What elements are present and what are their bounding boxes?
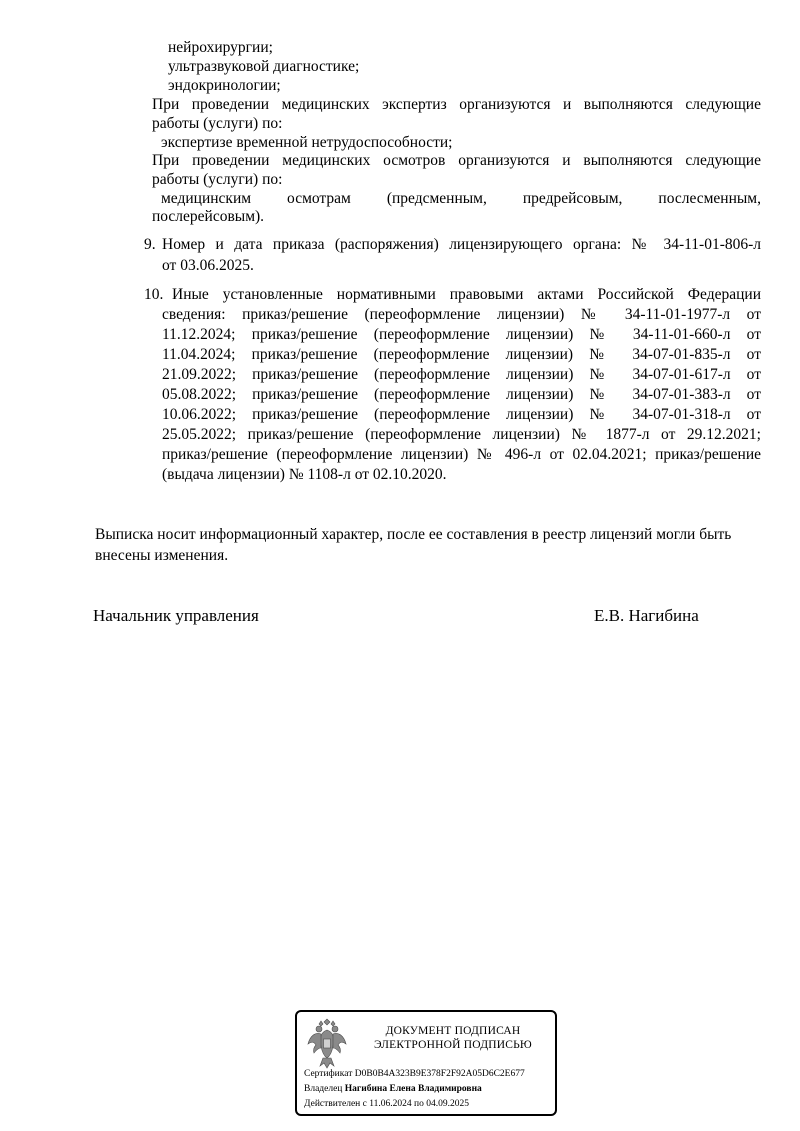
- section-10-line: Иные установленные нормативными правовыми актами Российской Федерации: [172, 286, 761, 303]
- expertise-intro-cont: работы (услуги) по:: [152, 115, 283, 132]
- stamp-validity: Действителен с 11.06.2024 по 04.09.2025: [304, 1099, 469, 1109]
- section-9-text: Номер и дата приказа (распоряжения) лицензирующего органа: № 34-11-01-806-л: [162, 236, 761, 253]
- section-10-line: (выдача лицензии) № 1108-л от 02.10.2020.: [162, 466, 447, 483]
- expertise-intro: При проведении медицинских экспертиз организуются и выполняются следующие: [152, 96, 761, 113]
- examinations-intro-cont: работы (услуги) по:: [152, 171, 283, 188]
- section-10-line: 11.12.2024; приказ/решение (переоформление лицензии) № 34-11-01-660-л от: [162, 326, 761, 343]
- signer-name: Е.В. Нагибина: [594, 606, 699, 625]
- section-9-number: 9.: [144, 236, 156, 253]
- owner-label: Владелец: [304, 1084, 343, 1094]
- section-10-line: 11.04.2024; приказ/решение (переоформление лицензии) № 34-07-01-835-л от: [162, 346, 761, 363]
- examinations-item: медицинским осмотрам (предсменным, предрейсовым, послесменным,: [161, 190, 761, 207]
- certificate-value: D0B0B4A323B9E378F2F92A05D6C2E677: [354, 1069, 525, 1079]
- section-9-text-cont: от 03.06.2025.: [162, 257, 254, 274]
- stamp-title-line: ДОКУМЕНТ ПОДПИСАН: [385, 1025, 521, 1037]
- disclaimer-note: Выписка носит информационный характер, после ее составления в реестр лицензий могли быть: [95, 526, 732, 543]
- specialty-item: эндокринологии;: [168, 77, 281, 94]
- specialty-item: нейрохирургии;: [168, 39, 273, 56]
- stamp-certificate: [304, 1068, 525, 1080]
- examinations-item-cont: послерейсовым).: [152, 208, 265, 225]
- disclaimer-note-cont: внесены изменения.: [95, 547, 229, 564]
- section-10-line: приказ/решение (переоформление лицензии) № 496-л от 02.04.2021; приказ/решение: [162, 446, 761, 463]
- specialty-item: ультразвуковой диагностике;: [168, 58, 360, 75]
- double-headed-eagle-emblem-icon: [305, 1018, 349, 1070]
- examinations-intro: При проведении медицинских осмотров организуются и выполняются следующие: [152, 152, 761, 169]
- certificate-label: Сертификат: [304, 1069, 353, 1079]
- section-10-line: 21.09.2022; приказ/решение (переоформление лицензии) № 34-07-01-617-л от: [162, 366, 761, 383]
- section-10-line: 10.06.2022; приказ/решение (переоформление лицензии) № 34-07-01-318-л от: [162, 406, 761, 423]
- stamp-title: [361, 1024, 545, 1052]
- electronic-signature-stamp: [295, 1010, 557, 1116]
- section-10-number: 10.: [144, 286, 164, 303]
- section-10-line: 05.08.2022; приказ/решение (переоформление лицензии) № 34-07-01-383-л от: [162, 386, 761, 403]
- section-10-line: сведения: приказ/решение (переоформление лицензии) № 34-11-01-1977-л от: [162, 306, 761, 323]
- expertise-item: экспертизе временной нетрудоспособности;: [161, 134, 453, 151]
- stamp-owner: [304, 1083, 482, 1095]
- owner-value: Нагибина Елена Владимировна: [344, 1084, 482, 1094]
- signer-position: Начальник управления: [93, 606, 259, 625]
- stamp-title-line: ЭЛЕКТРОННОЙ ПОДПИСЬЮ: [374, 1039, 532, 1051]
- section-10-line: 25.05.2022; приказ/решение (переоформление лицензии) № 1877-л от 29.12.2021;: [162, 426, 761, 443]
